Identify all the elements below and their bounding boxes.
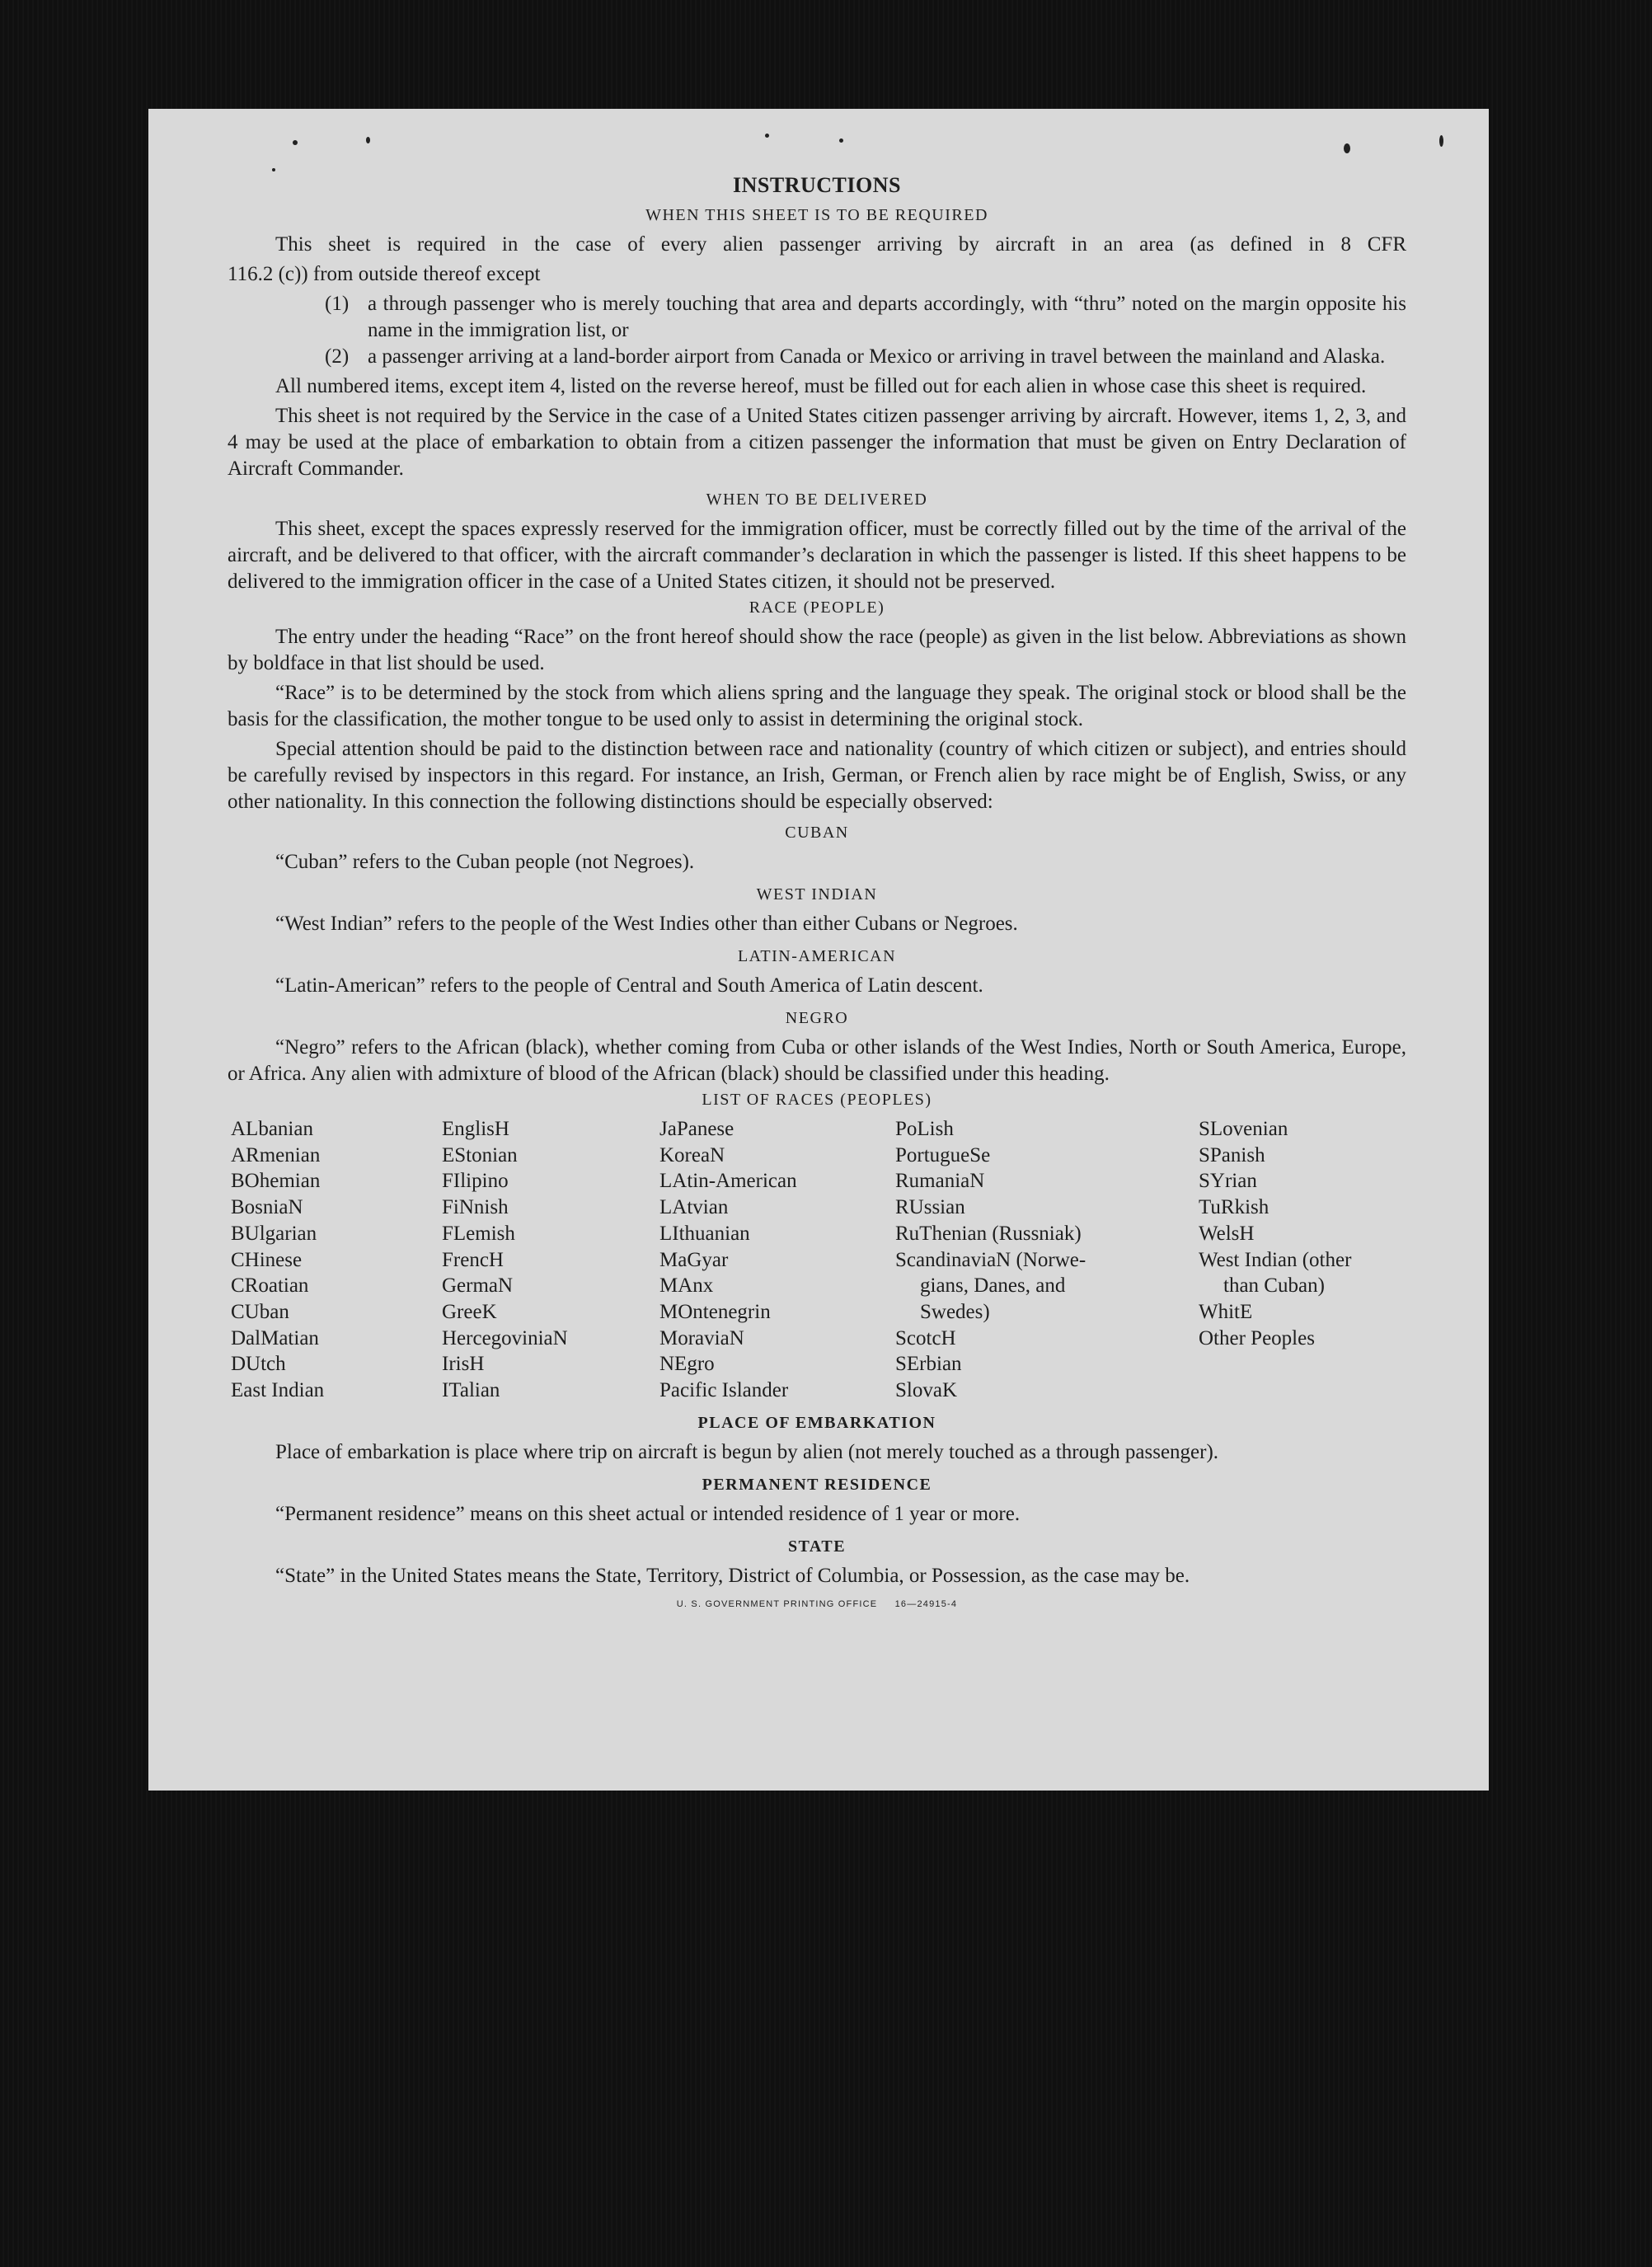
cuban-para: “Cuban” refers to the Cuban people (not Negroes). bbox=[275, 851, 695, 873]
item-number: (1) bbox=[325, 293, 350, 315]
section-heading-state: STATE bbox=[787, 1537, 847, 1556]
race-entry: PortugueSe bbox=[895, 1143, 991, 1166]
state-para: “State” in the United States means the State, Territory, District of Columbia, or Possession, as the case may be. bbox=[275, 1564, 1190, 1587]
section-heading-residence: PERMANENT RESIDENCE bbox=[702, 1475, 932, 1494]
race-entry: PoLish bbox=[895, 1118, 954, 1140]
race-para-1: The entry under the heading “Race” on the front hereof should show the race (people) as given in the list below. Abbreviations as shown by boldface in that list should be used. bbox=[228, 626, 1406, 674]
negro-para: “Negro” refers to the African (black), whether coming from Cuba or other islands of the West Indies, North or South America, Europe, or Africa. Any alien with admixture of blood of the African (black) should be classified under this heading. bbox=[228, 1036, 1406, 1085]
race-entry: BosniaN bbox=[231, 1196, 303, 1219]
race-entry: KoreaN bbox=[659, 1143, 725, 1166]
section-heading-race: RACE (PEOPLE) bbox=[749, 598, 885, 617]
speck-mark bbox=[293, 140, 298, 145]
races-column-2 bbox=[442, 1116, 659, 1404]
race-entry: FrencH bbox=[442, 1248, 504, 1271]
required-para-3: This sheet is not required by the Service in the case of a United States citizen passenger arriving by aircraft. However, items 1, 2, 3, and 4 may be used at the place of embarkation to obtain from a citizen passenger the information that must be given on Entry Declaration of Aircraft Commander. bbox=[228, 405, 1406, 480]
exception-item-1 bbox=[228, 291, 1406, 344]
race-entry: SlovaK bbox=[895, 1379, 957, 1402]
required-para-2: All numbered items, except item 4, listed on the reverse hereof, must be filled out for each alien in whose case this sheet is required. bbox=[275, 375, 1367, 397]
race-para-3: Special attention should be paid to the distinction between race and nationality (country of which citizen or subject), and entries should be carefully revised by inspectors in this regard. For instance, an Irish, German, or French alien by race might be of English, Swiss, or any other nationality. In this connection the following distinctions should be especially observed: bbox=[228, 738, 1406, 813]
race-entry: ARmenian bbox=[231, 1143, 321, 1166]
race-entry: BOhemian bbox=[231, 1170, 321, 1193]
speck-mark bbox=[1344, 143, 1350, 153]
race-entry: SErbian bbox=[895, 1353, 962, 1376]
race-entry: RumaniaN bbox=[895, 1170, 985, 1193]
races-column-4 bbox=[895, 1116, 1199, 1404]
race-entry: CRoatian bbox=[231, 1274, 309, 1298]
race-entry-continued: Swedes) bbox=[920, 1300, 990, 1323]
page-title: INSTRUCTIONS bbox=[733, 173, 901, 197]
speck-mark bbox=[366, 137, 370, 143]
race-entry: DalMatian bbox=[231, 1326, 319, 1349]
race-entry: RuThenian (Russniak) bbox=[895, 1222, 1082, 1245]
race-entry: GermaN bbox=[442, 1274, 514, 1298]
race-entry: MOntenegrin bbox=[659, 1300, 771, 1323]
race-entry: West Indian (other bbox=[1199, 1248, 1352, 1271]
residence-para: “Permanent residence” means on this sheet actual or intended residence of 1 year or more. bbox=[275, 1502, 1021, 1525]
item-text: a through passenger who is merely touching that area and departs accordingly, with “thru” noted on the margin opposite his name in the immigration list, or bbox=[368, 293, 1406, 341]
required-intro-line1: This sheet is required in the case of every alien passenger arriving by aircraft in an area (as defined in 8 CFR bbox=[275, 233, 1406, 256]
instruction-sheet bbox=[148, 109, 1489, 1791]
race-entry: Other Peoples bbox=[1199, 1326, 1315, 1349]
race-entry: TuRkish bbox=[1199, 1196, 1270, 1219]
race-entry: FLemish bbox=[442, 1222, 515, 1245]
race-entry: BUlgarian bbox=[231, 1222, 317, 1245]
section-heading-cuban: CUBAN bbox=[785, 824, 849, 842]
item-number: (2) bbox=[325, 345, 350, 368]
race-entry: ScotcH bbox=[895, 1326, 956, 1349]
section-heading-embarkation: PLACE OF EMBARKATION bbox=[697, 1413, 936, 1432]
races-column-1 bbox=[231, 1116, 442, 1404]
speck-mark bbox=[1439, 135, 1443, 147]
race-entry: SPanish bbox=[1199, 1143, 1265, 1166]
race-entry: FiNnish bbox=[442, 1196, 509, 1219]
west-indian-para: “West Indian” refers to the people of the West Indies other than either Cubans or Negroes. bbox=[275, 913, 1018, 935]
race-entry-continued: gians, Danes, and bbox=[920, 1274, 1066, 1298]
race-entry-continued: than Cuban) bbox=[1223, 1274, 1325, 1298]
race-entry: IrisH bbox=[442, 1353, 485, 1376]
race-entry: MAnx bbox=[659, 1274, 714, 1298]
exception-item-2 bbox=[228, 344, 1406, 370]
race-entry: WelsH bbox=[1199, 1222, 1255, 1245]
race-entry: WhitE bbox=[1199, 1300, 1253, 1323]
required-intro-line2: 116.2 (c)) from outside thereof except bbox=[228, 263, 541, 285]
speck-mark bbox=[272, 168, 275, 171]
race-entry: LAtin-American bbox=[659, 1170, 797, 1193]
race-entry: GreeK bbox=[442, 1300, 497, 1323]
race-entry: EStonian bbox=[442, 1143, 518, 1166]
delivered-para: This sheet, except the spaces expressly reserved for the immigration officer, must be correctly filled out by the time of the arrival of the aircraft, and be delivered to that officer, with the aircraft commander’s declaration in which the passenger is listed. If this sheet happens to be delivered to the immigration officer in the case of a United States citizen, it should not be preserved. bbox=[228, 518, 1406, 593]
section-heading-latin-american: LATIN-AMERICAN bbox=[737, 947, 897, 965]
race-entry: ITalian bbox=[442, 1379, 500, 1402]
section-heading-west-indian: WEST INDIAN bbox=[756, 885, 878, 904]
races-list bbox=[231, 1116, 1406, 1404]
race-entry: CHinese bbox=[231, 1248, 303, 1271]
latin-american-para: “Latin-American” refers to the people of Central and South America of Latin descent. bbox=[275, 974, 983, 997]
race-entry: RUssian bbox=[895, 1196, 965, 1219]
race-entry: SYrian bbox=[1199, 1170, 1257, 1193]
section-heading-required: WHEN THIS SHEET IS TO BE REQUIRED bbox=[645, 206, 988, 224]
race-entry: ScandinaviaN (Norwe- bbox=[895, 1248, 1086, 1271]
item-text: a passenger arriving at a land-border airport from Canada or Mexico or arriving in travel between the mainland and Alaska. bbox=[368, 345, 1386, 368]
race-entry: EnglisH bbox=[442, 1118, 509, 1140]
race-entry: Pacific Islander bbox=[659, 1379, 789, 1402]
race-entry: ALbanian bbox=[231, 1118, 313, 1140]
race-entry: LIthuanian bbox=[659, 1222, 750, 1245]
printing-office-footer: U. S. GOVERNMENT PRINTING OFFICE 16—24915-4 bbox=[676, 1598, 958, 1609]
race-entry: CUban bbox=[231, 1300, 289, 1323]
race-para-2: “Race” is to be determined by the stock from which aliens spring and the language they speak. The original stock or blood shall be the basis for the classification, the mother tongue to be used only to assist in determining the original stock. bbox=[228, 682, 1406, 730]
race-entry: MaGyar bbox=[659, 1248, 729, 1271]
embarkation-para: Place of embarkation is place where trip on aircraft is begun by alien (not merely touched as a through passenger). bbox=[275, 1440, 1219, 1463]
speck-mark bbox=[765, 134, 769, 138]
race-entry: NEgro bbox=[659, 1353, 715, 1376]
race-entry: SLovenian bbox=[1199, 1118, 1288, 1140]
race-entry: FIlipino bbox=[442, 1170, 509, 1193]
race-entry: HercegoviniaN bbox=[442, 1326, 568, 1349]
race-entry: JaPanese bbox=[659, 1118, 734, 1140]
race-entry: MoraviaN bbox=[659, 1326, 744, 1349]
race-entry: DUtch bbox=[231, 1353, 286, 1376]
section-heading-races-list: LIST OF RACES (PEOPLES) bbox=[702, 1091, 932, 1109]
races-column-5 bbox=[1199, 1116, 1413, 1404]
speck-mark bbox=[839, 138, 843, 143]
race-entry: East Indian bbox=[231, 1379, 325, 1402]
races-column-3 bbox=[659, 1116, 895, 1404]
section-heading-delivered: WHEN TO BE DELIVERED bbox=[706, 490, 928, 509]
section-heading-negro: NEGRO bbox=[785, 1009, 849, 1027]
race-entry: LAtvian bbox=[659, 1196, 729, 1219]
